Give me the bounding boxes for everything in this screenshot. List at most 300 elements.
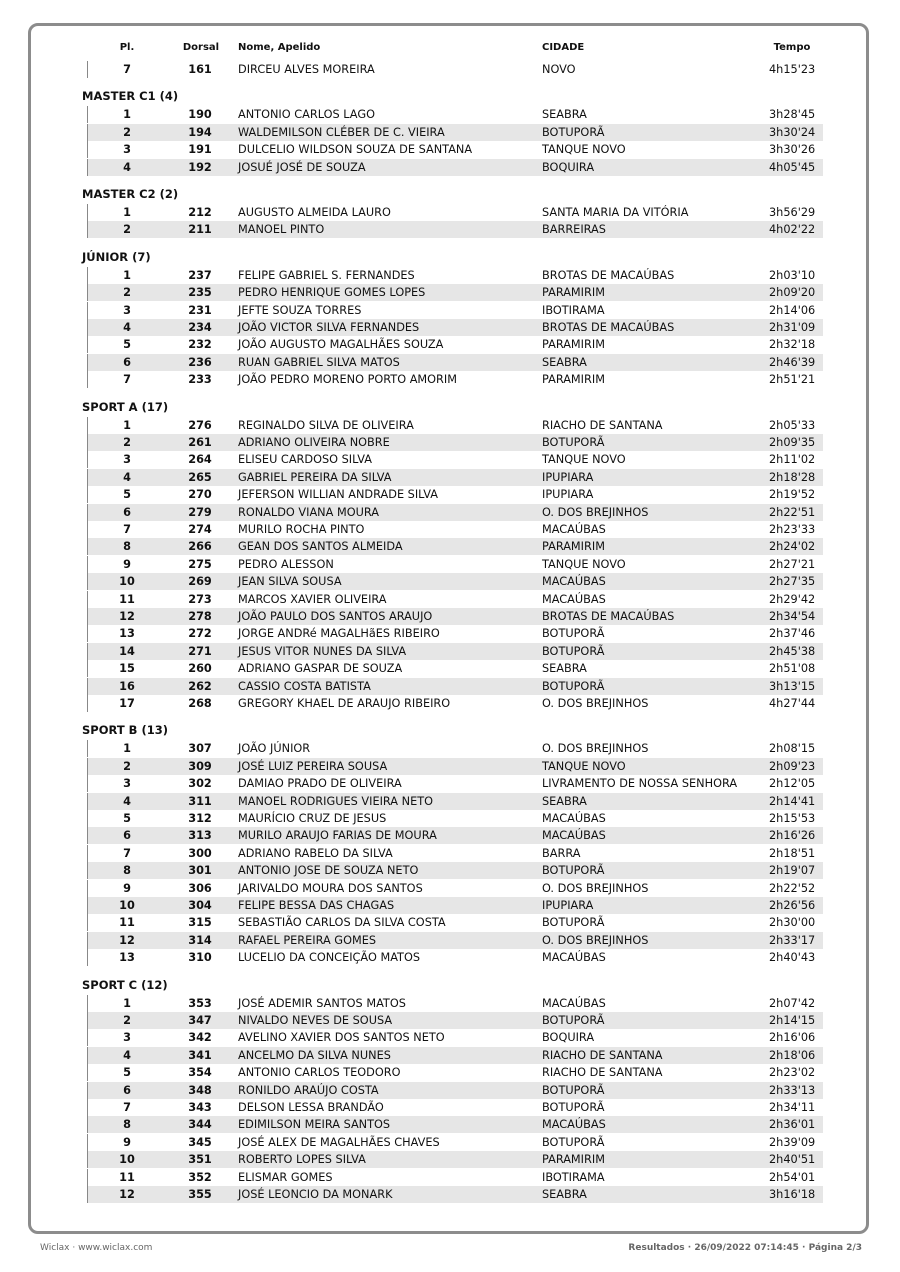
place-cell: 6 [123, 355, 131, 369]
row-divider [87, 1116, 88, 1133]
table-row [87, 625, 823, 642]
time-cell: 2h45'38 [769, 644, 816, 658]
time-cell: 2h51'21 [769, 373, 816, 387]
time-cell: 2h34'11 [769, 1101, 816, 1114]
category-heading: SPORT B (13) [82, 723, 168, 738]
table-row [87, 643, 823, 660]
place-cell: 7 [123, 846, 131, 860]
row-divider [87, 591, 88, 608]
table-row [87, 914, 823, 931]
time-cell: 2h40'43 [769, 951, 816, 965]
time-cell: 2h14'15 [769, 1014, 816, 1027]
city-cell: TANQUE NOVO [542, 759, 626, 773]
time-cell: 2h33'17 [769, 933, 816, 947]
category-heading: JÚNIOR (7) [82, 249, 151, 264]
row-divider [87, 678, 88, 695]
row-divider [87, 949, 88, 966]
name-cell: ADRIANO OLIVEIRA NOBRE [238, 436, 390, 449]
city-cell: MACAÚBAS [542, 1118, 606, 1132]
row-divider [87, 371, 88, 388]
dorsal-cell: 212 [188, 206, 212, 219]
city-cell: BOTUPORÃ [542, 644, 605, 658]
place-cell: 11 [119, 592, 135, 606]
name-cell: FELIPE BESSA DAS CHAGAS [238, 899, 395, 912]
place-cell: 4 [123, 470, 131, 484]
city-cell: BOTUPORÃ [542, 627, 605, 641]
city-cell: BARREIRAS [542, 223, 606, 237]
name-cell: ANTONIO CARLOS LAGO [238, 108, 375, 122]
dorsal-cell: 236 [188, 355, 212, 369]
city-cell: SEABRA [542, 794, 587, 808]
name-cell: GABRIEL PEREIRA DA SILVA [238, 470, 392, 484]
dorsal-cell: 314 [188, 933, 212, 947]
city-cell: O. DOS BREJINHOS [542, 505, 649, 519]
place-cell: 3 [123, 143, 131, 157]
table-row [87, 845, 823, 862]
dorsal-cell: 278 [188, 610, 212, 623]
city-cell: BOTUPORÃ [542, 1014, 605, 1027]
table-row [87, 1099, 823, 1116]
name-cell: JEAN SILVA SOUSA [238, 575, 342, 589]
table-row [87, 1047, 823, 1064]
place-cell: 12 [119, 610, 135, 623]
time-cell: 2h19'52 [769, 488, 816, 502]
name-cell: REGINALDO SILVA DE OLIVEIRA [238, 418, 414, 432]
dorsal-cell: 264 [188, 453, 212, 467]
place-cell: 5 [123, 1066, 131, 1080]
column-header-time: Tempo [773, 42, 811, 53]
dorsal-cell: 237 [188, 268, 212, 282]
name-cell: ELISMAR GOMES [238, 1170, 333, 1184]
city-cell: IBOTIRAMA [542, 303, 605, 317]
name-cell: MURILO ROCHA PINTO [238, 523, 365, 536]
table-row [87, 1151, 823, 1168]
name-cell: RONALDO VIANA MOURA [238, 505, 379, 519]
row-divider [87, 845, 88, 862]
dorsal-cell: 276 [188, 418, 212, 432]
row-divider [87, 758, 88, 775]
table-row [87, 1029, 823, 1046]
time-cell: 3h56'29 [769, 206, 816, 219]
row-divider [87, 1047, 88, 1064]
place-cell: 8 [123, 540, 131, 554]
city-cell: MACAÚBAS [542, 592, 606, 606]
time-cell: 2h37'46 [769, 627, 816, 641]
table-row [87, 573, 823, 590]
dorsal-cell: 304 [188, 899, 212, 912]
table-row [87, 141, 823, 158]
city-cell: TANQUE NOVO [542, 453, 626, 467]
city-cell: BOTUPORÃ [542, 916, 605, 930]
place-cell: 2 [123, 1014, 131, 1027]
column-header-name: Nome, Apelido [238, 42, 321, 53]
place-cell: 10 [119, 899, 135, 912]
city-cell: MACAÚBAS [542, 996, 606, 1010]
name-cell: ELISEU CARDOSO SILVA [238, 453, 372, 467]
city-cell: PARAMIRIM [542, 540, 605, 554]
table-row [87, 354, 823, 371]
dorsal-cell: 211 [188, 223, 212, 237]
row-divider [87, 1099, 88, 1116]
place-cell: 2 [123, 223, 131, 237]
dorsal-cell: 271 [188, 644, 212, 658]
table-row [87, 827, 823, 844]
place-cell: 1 [123, 418, 131, 432]
time-cell: 2h26'56 [769, 899, 816, 912]
dorsal-cell: 309 [188, 759, 212, 773]
time-cell: 2h22'51 [769, 505, 816, 519]
row-divider [87, 521, 88, 538]
table-row [87, 932, 823, 949]
city-cell: BOTUPORÃ [542, 864, 605, 878]
row-divider [87, 267, 88, 284]
place-cell: 6 [123, 829, 131, 843]
name-cell: WALDEMILSON CLÉBER DE C. VIEIRA [238, 125, 445, 139]
time-cell: 2h23'02 [769, 1066, 816, 1080]
row-divider [87, 354, 88, 371]
table-row [87, 608, 823, 625]
name-cell: ANTONIO JOSE DE SOUZA NETO [238, 864, 419, 878]
table-row [87, 678, 823, 695]
dorsal-cell: 342 [188, 1031, 212, 1045]
city-cell: SEABRA [542, 662, 587, 676]
name-cell: CASSIO COSTA BATISTA [238, 679, 371, 693]
table-row [87, 793, 823, 810]
dorsal-cell: 312 [188, 812, 212, 825]
row-divider [87, 1029, 88, 1046]
row-divider [87, 469, 88, 486]
category-heading: MASTER C1 (4) [82, 89, 179, 104]
city-cell: LIVRAMENTO DE NOSSA SENHORA [542, 777, 738, 791]
table-row [87, 504, 823, 521]
table-row [87, 880, 823, 897]
dorsal-cell: 274 [188, 523, 212, 536]
time-cell: 2h07'42 [769, 996, 816, 1010]
city-cell: O. DOS BREJINHOS [542, 881, 649, 895]
time-cell: 2h29'42 [769, 592, 816, 606]
name-cell: MARCOS XAVIER OLIVEIRA [238, 592, 387, 606]
name-cell: EDIMILSON MEIRA SANTOS [238, 1118, 391, 1132]
dorsal-cell: 300 [188, 846, 212, 860]
dorsal-cell: 232 [188, 338, 212, 352]
city-cell: BROTAS DE MACAÚBAS [542, 268, 675, 282]
time-cell: 4h15'23 [769, 63, 816, 76]
time-cell: 2h08'15 [769, 742, 816, 756]
place-cell: 4 [123, 160, 131, 174]
time-cell: 2h11'02 [769, 453, 816, 467]
name-cell: PEDRO ALESSON [238, 557, 334, 571]
dorsal-cell: 268 [188, 697, 212, 710]
row-divider [87, 417, 88, 434]
time-cell: 3h30'24 [769, 125, 816, 139]
table-row [87, 949, 823, 966]
place-cell: 17 [119, 697, 135, 710]
row-divider [87, 486, 88, 503]
row-divider [87, 810, 88, 827]
city-cell: BOTUPORÃ [542, 1083, 605, 1097]
table-row [87, 862, 823, 879]
table-row [87, 810, 823, 827]
city-cell: PARAMIRIM [542, 1153, 605, 1167]
table-row [87, 897, 823, 914]
table-row [87, 1064, 823, 1081]
time-cell: 4h05'45 [769, 160, 816, 174]
place-cell: 16 [119, 679, 135, 693]
time-cell: 2h23'33 [769, 523, 816, 536]
place-cell: 8 [123, 864, 131, 878]
table-row [87, 221, 823, 238]
dorsal-cell: 352 [188, 1170, 212, 1184]
row-divider [87, 61, 88, 78]
name-cell: AUGUSTO ALMEIDA LAURO [238, 206, 391, 219]
name-cell: NIVALDO NEVES DE SOUSA [238, 1014, 393, 1027]
city-cell: BOTUPORÃ [542, 436, 605, 449]
place-cell: 5 [123, 812, 131, 825]
dorsal-cell: 355 [188, 1188, 212, 1201]
table-row [87, 267, 823, 284]
time-cell: 2h14'06 [769, 303, 816, 317]
dorsal-cell: 347 [188, 1014, 212, 1027]
row-divider [87, 556, 88, 573]
table-row [87, 521, 823, 538]
place-cell: 2 [123, 286, 131, 300]
table-row [87, 660, 823, 677]
row-divider [87, 897, 88, 914]
name-cell: LUCELIO DA CONCEIÇÃO MATOS [238, 951, 421, 965]
city-cell: BOTUPORÃ [542, 679, 605, 693]
dorsal-cell: 265 [188, 470, 212, 484]
place-cell: 4 [123, 794, 131, 808]
row-divider [87, 538, 88, 555]
place-cell: 2 [123, 759, 131, 773]
place-cell: 11 [119, 916, 135, 930]
time-cell: 2h15'53 [769, 812, 816, 825]
table-row [87, 106, 823, 123]
city-cell: BOTUPORÃ [542, 1135, 605, 1149]
city-cell: IPUPIARA [542, 488, 594, 502]
time-cell: 2h34'54 [769, 610, 816, 623]
time-cell: 2h09'20 [769, 286, 816, 300]
place-cell: 3 [123, 777, 131, 791]
row-divider [87, 995, 88, 1012]
row-divider [87, 608, 88, 625]
name-cell: JARIVALDO MOURA DOS SANTOS [238, 881, 423, 895]
place-cell: 7 [123, 1101, 131, 1114]
row-divider [87, 336, 88, 353]
place-cell: 4 [123, 1048, 131, 1062]
dorsal-cell: 190 [188, 108, 212, 122]
row-divider [87, 1186, 88, 1203]
city-cell: PARAMIRIM [542, 286, 605, 300]
dorsal-cell: 272 [188, 627, 212, 641]
city-cell: IPUPIARA [542, 899, 594, 912]
table-row [87, 319, 823, 336]
table-row [87, 995, 823, 1012]
table-row [87, 1186, 823, 1203]
time-cell: 2h16'06 [769, 1031, 816, 1045]
row-divider [87, 141, 88, 158]
place-cell: 12 [119, 1188, 135, 1201]
place-cell: 1 [123, 108, 131, 122]
row-divider [87, 284, 88, 301]
row-divider [87, 827, 88, 844]
name-cell: ROBERTO LOPES SILVA [238, 1153, 366, 1167]
dorsal-cell: 351 [188, 1153, 212, 1167]
table-row [87, 451, 823, 468]
row-divider [87, 106, 88, 123]
city-cell: MACAÚBAS [542, 575, 606, 589]
time-cell: 2h12'05 [769, 777, 816, 791]
name-cell: PEDRO HENRIQUE GOMES LOPES [238, 286, 426, 300]
city-cell: BROTAS DE MACAÚBAS [542, 321, 675, 334]
row-divider [87, 1082, 88, 1099]
place-cell: 5 [123, 338, 131, 352]
name-cell: SEBASTIÃO CARLOS DA SILVA COSTA [238, 916, 446, 930]
dorsal-cell: 310 [188, 951, 212, 965]
city-cell: PARAMIRIM [542, 338, 605, 352]
city-cell: TANQUE NOVO [542, 143, 626, 157]
place-cell: 1 [123, 268, 131, 282]
name-cell: ANCELMO DA SILVA NUNES [238, 1048, 391, 1062]
time-cell: 2h18'51 [769, 846, 816, 860]
table-row [87, 486, 823, 503]
dorsal-cell: 302 [188, 777, 212, 791]
row-divider [87, 434, 88, 451]
name-cell: JOÃO AUGUSTO MAGALHÃES SOUZA [238, 338, 444, 352]
time-cell: 3h13'15 [769, 679, 816, 693]
time-cell: 2h33'13 [769, 1083, 816, 1097]
place-cell: 11 [119, 1170, 135, 1184]
name-cell: RONILDO ARAÚJO COSTA [238, 1083, 379, 1097]
city-cell: BOTUPORÃ [542, 125, 605, 139]
time-cell: 2h39'09 [769, 1135, 816, 1149]
time-cell: 2h24'02 [769, 540, 816, 554]
place-cell: 13 [119, 951, 135, 965]
city-cell: RIACHO DE SANTANA [542, 418, 663, 432]
city-cell: MACAÚBAS [542, 523, 606, 536]
city-cell: NOVO [542, 63, 576, 76]
name-cell: GEAN DOS SANTOS ALMEIDA [238, 540, 403, 554]
time-cell: 2h27'21 [769, 557, 816, 571]
time-cell: 3h30'26 [769, 143, 816, 157]
row-divider [87, 793, 88, 810]
place-cell: 7 [123, 523, 131, 536]
time-cell: 2h30'00 [769, 916, 816, 930]
place-cell: 10 [119, 1153, 135, 1167]
place-cell: 5 [123, 488, 131, 502]
column-header-place: Pl. [119, 42, 135, 53]
row-divider [87, 221, 88, 238]
city-cell: SANTA MARIA DA VITÓRIA [542, 206, 689, 219]
time-cell: 2h40'51 [769, 1153, 816, 1167]
place-cell: 15 [119, 662, 135, 676]
category-heading: SPORT C (12) [82, 977, 168, 992]
city-cell: RIACHO DE SANTANA [542, 1066, 663, 1080]
row-divider [87, 660, 88, 677]
table-row [87, 1169, 823, 1186]
dorsal-cell: 235 [188, 286, 212, 300]
row-divider [87, 643, 88, 660]
dorsal-cell: 307 [188, 742, 212, 756]
name-cell: MANOEL RODRIGUES VIEIRA NETO [238, 794, 434, 808]
row-divider [87, 1134, 88, 1151]
time-cell: 2h27'35 [769, 575, 816, 589]
place-cell: 13 [119, 627, 135, 641]
table-row [87, 1116, 823, 1133]
row-divider [87, 319, 88, 336]
table-row [87, 775, 823, 792]
dorsal-cell: 301 [188, 864, 212, 878]
place-cell: 12 [119, 933, 135, 947]
city-cell: MACAÚBAS [542, 829, 606, 843]
dorsal-cell: 344 [188, 1118, 212, 1132]
name-cell: JOÃO JÚNIOR [238, 742, 311, 756]
row-divider [87, 573, 88, 590]
name-cell: JESUS VITOR NUNES DA SILVA [238, 644, 407, 658]
row-divider [87, 740, 88, 757]
city-cell: MACAÚBAS [542, 951, 606, 965]
row-divider [87, 914, 88, 931]
place-cell: 10 [119, 575, 135, 589]
dorsal-cell: 191 [188, 143, 212, 157]
dorsal-cell: 266 [188, 540, 212, 554]
dorsal-cell: 311 [188, 794, 212, 808]
time-cell: 2h03'10 [769, 268, 816, 282]
city-cell: IBOTIRAMA [542, 1170, 605, 1184]
city-cell: BOTUPORÃ [542, 1101, 605, 1114]
time-cell: 2h05'33 [769, 418, 816, 432]
time-cell: 3h16'18 [769, 1188, 816, 1201]
time-cell: 3h28'45 [769, 108, 816, 122]
row-divider [87, 504, 88, 521]
row-divider [87, 159, 88, 176]
dorsal-cell: 345 [188, 1135, 212, 1149]
city-cell: MACAÚBAS [542, 812, 606, 825]
place-cell: 6 [123, 1083, 131, 1097]
time-cell: 4h02'22 [769, 223, 816, 237]
place-cell: 8 [123, 1118, 131, 1132]
name-cell: ADRIANO GASPAR DE SOUZA [238, 662, 403, 676]
place-cell: 2 [123, 436, 131, 449]
city-cell: TANQUE NOVO [542, 557, 626, 571]
dorsal-cell: 353 [188, 996, 212, 1010]
name-cell: JOÃO PEDRO MORENO PORTO AMORIM [238, 373, 457, 387]
city-cell: BOQUIRA [542, 160, 595, 174]
time-cell: 2h54'01 [769, 1170, 816, 1184]
place-cell: 9 [123, 881, 131, 895]
name-cell: MANOEL PINTO [238, 223, 325, 237]
name-cell: AVELINO XAVIER DOS SANTOS NETO [238, 1031, 445, 1045]
table-row [87, 758, 823, 775]
place-cell: 7 [123, 373, 131, 387]
place-cell: 6 [123, 505, 131, 519]
table-row [87, 591, 823, 608]
name-cell: JOSÉ LUIZ PEREIRA SOUSA [238, 759, 388, 773]
dorsal-cell: 261 [188, 436, 212, 449]
name-cell: MURILO ARAUJO FARIAS DE MOURA [238, 829, 437, 843]
table-row [87, 417, 823, 434]
row-divider [87, 625, 88, 642]
time-cell: 2h18'06 [769, 1048, 816, 1062]
dorsal-cell: 161 [188, 63, 212, 76]
dorsal-cell: 231 [188, 303, 212, 317]
place-cell: 9 [123, 1135, 131, 1149]
time-cell: 2h09'35 [769, 436, 816, 449]
dorsal-cell: 348 [188, 1083, 212, 1097]
dorsal-cell: 275 [188, 557, 212, 571]
city-cell: RIACHO DE SANTANA [542, 1048, 663, 1062]
category-heading: MASTER C2 (2) [82, 187, 179, 201]
